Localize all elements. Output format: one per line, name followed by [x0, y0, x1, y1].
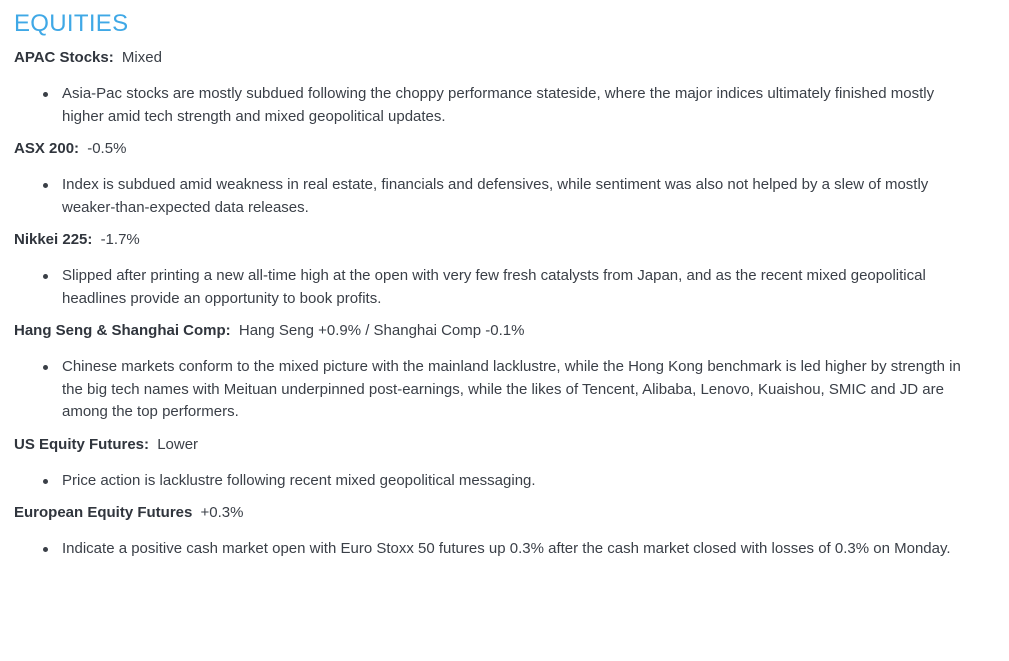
section-asx-200 [14, 139, 995, 219]
page-title: EQUITIES [14, 10, 129, 37]
list-item [14, 538, 995, 561]
section-label: Nikkei 225: [14, 231, 93, 248]
bullet-dot-icon [43, 479, 48, 484]
bullet-dot-icon [43, 274, 48, 279]
list-item [14, 174, 995, 219]
section-value: Hang Seng +0.9% / Shanghai Comp -0.1% [238, 322, 525, 339]
section-label: Hang Seng & Shanghai Comp: [14, 322, 231, 339]
section-heading [14, 435, 995, 455]
section-value: Lower [157, 435, 199, 453]
bullet-text: Asia-Pac stocks are mostly subdued following the choppy performance stateside, where the major indices ultimately finished mostly higher amid tech strength and mixed geopolitical updates. [62, 85, 935, 125]
section-value: -0.5% [87, 140, 127, 157]
section-heading [14, 139, 995, 159]
section-value: -1.7% [100, 231, 140, 248]
section-label: US Equity Futures: [14, 435, 150, 453]
bullet-list [14, 83, 995, 128]
section-heading [14, 503, 995, 523]
bullet-text: Slipped after printing a new all-time high at the open with very few fresh catalysts from Japan, and as the recent mixed geopolitical headlines provide an opportunity to book profits. [62, 267, 926, 307]
bullet-list [14, 538, 995, 561]
bullet-dot-icon [43, 547, 48, 552]
bullet-dot-icon [43, 365, 48, 370]
bullet-text: Chinese markets conform to the mixed picture with the mainland lacklustre, while the Hong Kong benchmark is led higher by strength in the big tech names with Meituan underpinned post-earnings, while the likes of Tencent, Alibaba, Lenovo, Kuaishou, SMIC and JD are among the top performers. [62, 358, 961, 420]
section-label: APAC Stocks: [14, 49, 114, 66]
section-apac-stocks [14, 48, 995, 128]
section-label: European Equity Futures [14, 504, 193, 521]
bullet-dot-icon [43, 92, 48, 97]
section-nikkei-225 [14, 230, 995, 310]
section-value: +0.3% [200, 504, 244, 521]
bullet-text: Index is subdued amid weakness in real estate, financials and defensives, while sentiment was also not helped by a slew of mostly weaker-than-expected data releases. [62, 176, 929, 216]
section-heading [14, 321, 995, 341]
section-value: Mixed [121, 49, 162, 66]
bullet-list [14, 470, 995, 493]
section-us-equity-futures [14, 435, 995, 493]
bullet-text: Price action is lacklustre following recent mixed geopolitical messaging. [62, 471, 536, 489]
list-item [14, 83, 995, 128]
bullet-list [14, 174, 995, 219]
section-label: ASX 200: [14, 140, 80, 157]
list-item [14, 470, 995, 493]
bullet-text: Indicate a positive cash market open with Euro Stoxx 50 futures up 0.3% after the cash market closed with losses of 0.3% on Monday. [62, 540, 951, 557]
section-european-equity-futures [14, 503, 995, 561]
section-heading [14, 48, 995, 68]
bullet-list [14, 356, 995, 424]
bullet-list [14, 265, 995, 310]
list-item [14, 265, 995, 310]
list-item [14, 356, 995, 424]
section-hang-seng-shanghai [14, 321, 995, 424]
bullet-dot-icon [43, 183, 48, 188]
section-heading [14, 230, 995, 250]
